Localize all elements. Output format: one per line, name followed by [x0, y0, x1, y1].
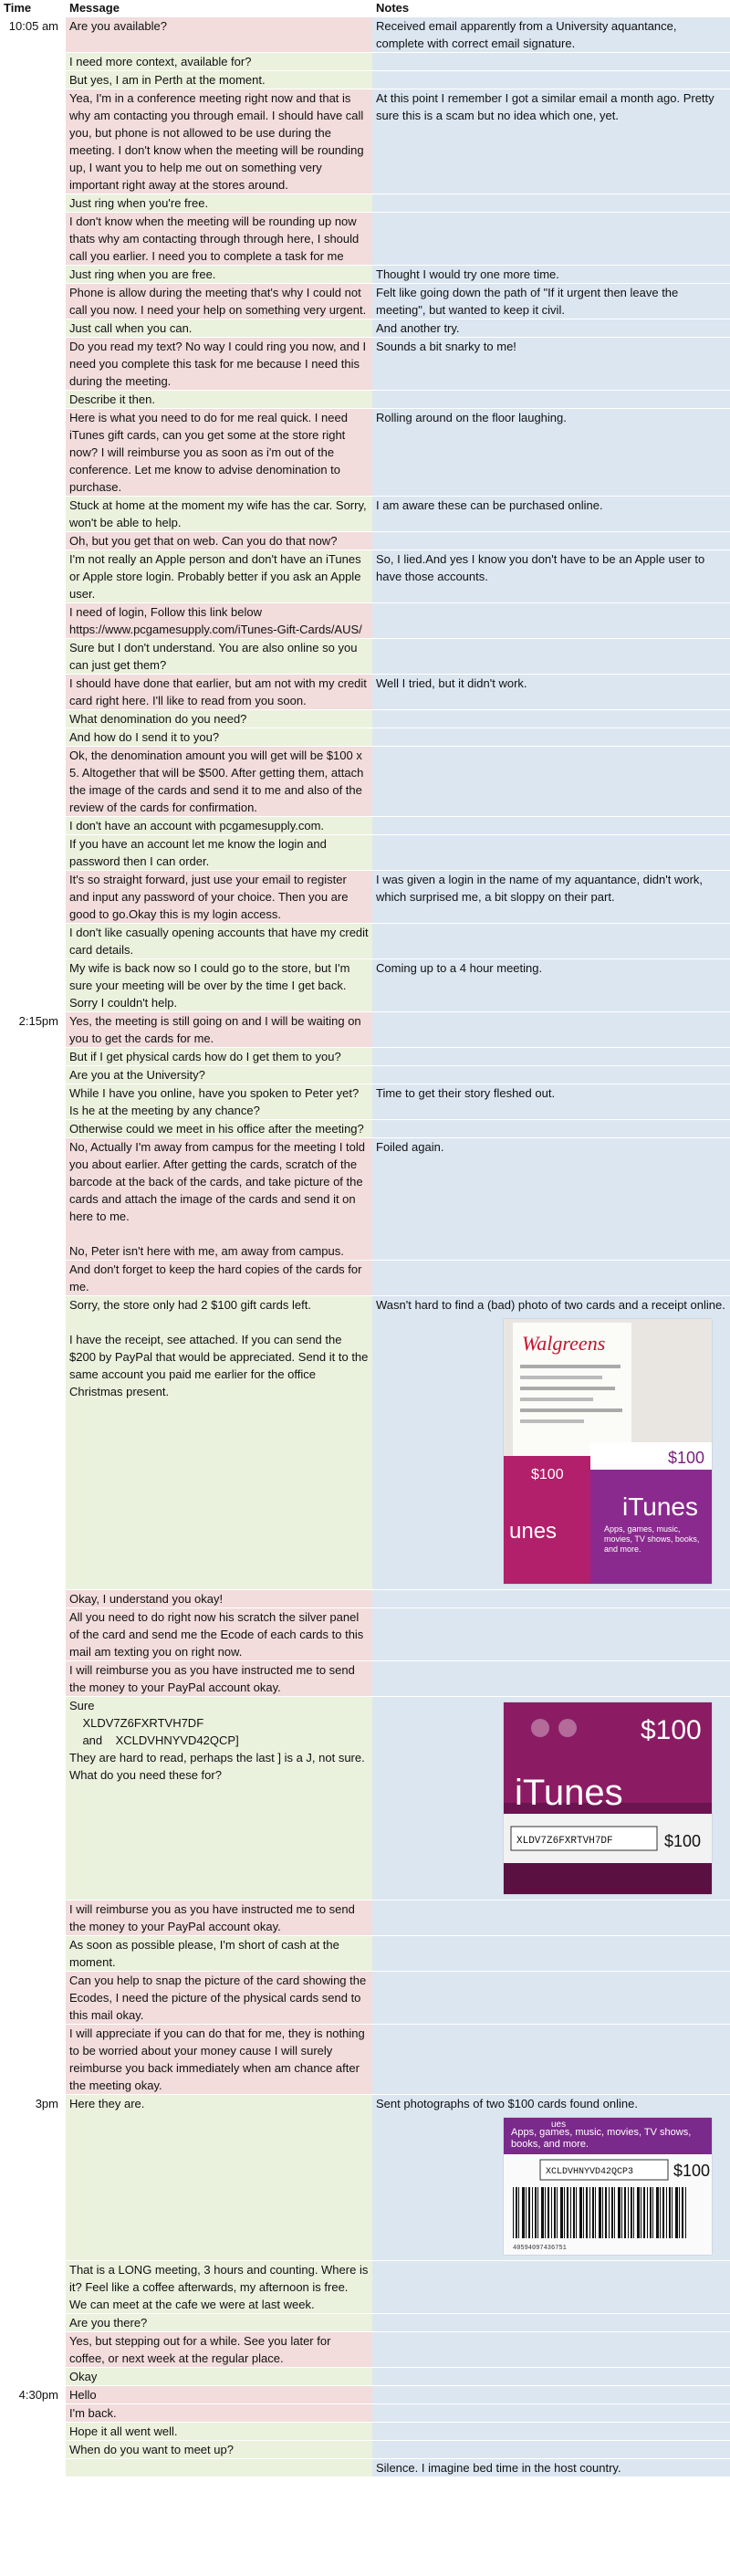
notes-cell: [372, 1697, 730, 1901]
time-cell: [0, 1138, 66, 1261]
table-row: [0, 391, 730, 409]
time-cell: [0, 2368, 66, 2386]
time-cell: [0, 747, 66, 817]
message-cell: Just call when you can.: [66, 319, 372, 338]
notes-cell: [372, 817, 730, 835]
time-cell: [0, 89, 66, 194]
notes-cell: [372, 266, 730, 284]
table-row: [0, 1012, 730, 1048]
time-cell: [0, 2459, 66, 2477]
notes-text: Sent photographs of two $100 cards found online.: [376, 2097, 638, 2110]
time-cell: 10:05 am: [0, 17, 66, 53]
notes-cell: [372, 871, 730, 924]
time-cell: [0, 409, 66, 497]
message-cell: Hello: [66, 2386, 372, 2404]
table-row: [0, 1972, 730, 2025]
card-image-2: [504, 2118, 712, 2255]
message-cell: I don't know when the meeting will be rounding up now thats why am contacting through through here, I should call you earlier. I need you to complete a task for me: [66, 213, 372, 266]
message-cell: Are you available?: [66, 17, 372, 53]
notes-text: So, I lied.And yes I know you don't have to be an Apple user to have those accounts.: [376, 552, 705, 583]
message-cell: While I have you online, have you spoken to Peter yet? Is he at the meeting by any chance?: [66, 1084, 372, 1120]
time-cell: 3pm: [0, 2095, 66, 2261]
message-cell: My wife is back now so I could go to the store, but I'm sure your meeting will be over by the time I get back. Sorry I couldn't help.: [66, 959, 372, 1012]
time-cell: [0, 871, 66, 924]
notes-cell: [372, 550, 730, 603]
card-2-code: XCLDVHNYVD42QCP3: [546, 2167, 634, 2177]
table-row: [0, 2423, 730, 2441]
message-cell: All you need to do right now his scratch the silver panel of the card and send me the Ecode of each cards to this mail am texting you on right now.: [66, 1608, 372, 1661]
notes-cell: [372, 639, 730, 675]
notes-cell: [372, 710, 730, 728]
message-cell: Here they are.: [66, 2095, 372, 2261]
message-cell: I will reimburse you as you have instructed me to send the money to your PayPal account okay.: [66, 1901, 372, 1936]
message-cell: Here is what you need to do for me real quick. I need iTunes gift cards, can you get some at the store right now? I will reimburse you as soon as i'm out of the conference. Let me know to advise denomination to purchase.: [66, 409, 372, 497]
notes-text: At this point I remember I got a similar email a month ago. Pretty sure this is a scam but no idea which one, yet.: [376, 91, 714, 122]
notes-cell: [372, 2459, 730, 2477]
time-cell: [0, 284, 66, 319]
card-2-barcode-number: 40594097436751: [513, 2245, 567, 2252]
notes-cell: [372, 1296, 730, 1590]
notes-cell: [372, 284, 730, 319]
notes-cell: [372, 924, 730, 959]
message-cell: But yes, I am in Perth at the moment.: [66, 71, 372, 89]
table-row: [0, 1048, 730, 1066]
time-cell: 2:15pm: [0, 1012, 66, 1048]
time-cell: [0, 266, 66, 284]
table-row: [0, 871, 730, 924]
header-time: Time: [0, 0, 66, 17]
time-cell: [0, 338, 66, 391]
table-row: [0, 2025, 730, 2095]
notes-cell: [372, 675, 730, 710]
table-row: [0, 675, 730, 710]
card-1-brand: iTunes: [515, 1773, 623, 1813]
time-cell: [0, 1661, 66, 1697]
table-row: [0, 550, 730, 603]
time-cell: [0, 2261, 66, 2314]
notes-text: Felt like going down the path of "If it urgent then leave the meeting", but wanted to keep it civil.: [376, 286, 679, 317]
message-cell: Are you at the University?: [66, 1066, 372, 1084]
message-cell: Stuck at home at the moment my wife has the car. Sorry, won't be able to help.: [66, 497, 372, 532]
message-cell: When do you want to meet up?: [66, 2441, 372, 2459]
message-cell: But if I get physical cards how do I get them to you?: [66, 1048, 372, 1066]
notes-text: Thought I would try one more time.: [376, 267, 559, 281]
table-row: [0, 2095, 730, 2261]
time-cell: [0, 924, 66, 959]
notes-text: And another try.: [376, 321, 460, 335]
time-cell: [0, 1608, 66, 1661]
message-cell: Sure XLDV7Z6FXRTVH7DF and XCLDVHNYVD42QCP] They are hard to read, perhaps the last ] is a J, not sure. What do you need these for?: [66, 1697, 372, 1901]
message-cell: It's so straight forward, just use your email to register and input any password of your choice. Then you are good to go.Okay this is my login access.: [66, 871, 372, 924]
notes-cell: [372, 1972, 730, 2025]
message-cell: Just ring when you're free.: [66, 194, 372, 213]
table-row: [0, 89, 730, 194]
notes-text: Well I tried, but it didn't work.: [376, 676, 527, 690]
table-row: [0, 2441, 730, 2459]
notes-cell: [372, 2368, 730, 2386]
message-cell: I will appreciate if you can do that for me, they is nothing to be worried about your money cause I will surely reimburse you back immediately when am chance after the meeting okay.: [66, 2025, 372, 2095]
table-row: [0, 1590, 730, 1608]
message-cell: Okay: [66, 2368, 372, 2386]
notes-cell: [372, 1661, 730, 1697]
notes-cell: [372, 1590, 730, 1608]
table-row: [0, 338, 730, 391]
time-cell: [0, 2441, 66, 2459]
time-cell: [0, 550, 66, 603]
notes-cell: [372, 2095, 730, 2261]
table-row: [0, 835, 730, 871]
notes-cell: [372, 1608, 730, 1661]
message-cell: What denomination do you need?: [66, 710, 372, 728]
table-row: [0, 2404, 730, 2423]
table-row: [0, 2332, 730, 2368]
message-cell: I'm back.: [66, 2404, 372, 2423]
notes-cell: [372, 391, 730, 409]
message-cell: Oh, but you get that on web. Can you do that now?: [66, 532, 372, 550]
card-photo-1: [504, 1702, 712, 1894]
table-row: [0, 532, 730, 550]
table-row: [0, 603, 730, 639]
notes-cell: [372, 409, 730, 497]
message-cell: Do you read my text? No way I could ring you now, and I need you complete this task for me because I need this during the meeting.: [66, 338, 372, 391]
notes-cell: [372, 1261, 730, 1296]
table-row: [0, 213, 730, 266]
time-cell: [0, 1066, 66, 1084]
receipt-photo: [504, 1319, 712, 1584]
card-1-amount: $100: [641, 1715, 702, 1745]
time-cell: [0, 532, 66, 550]
message-cell: I'm not really an Apple person and don't have an iTunes or Apple store login. Probably better if you ask an Apple user.: [66, 550, 372, 603]
notes-cell: [372, 2332, 730, 2368]
notes-text: Received email apparently from a University aquantance, complete with correct email signature.: [376, 19, 677, 50]
notes-cell: [372, 747, 730, 817]
notes-text: I was given a login in the name of my aquantance, didn't work, which surprised me, a bit sloppy on their part.: [376, 873, 704, 904]
message-cell: Describe it then.: [66, 391, 372, 409]
message-cell: No, Actually I'm away from campus for the meeting I told you about earlier. After getting the cards, scratch of the barcode at the back of the cards, and take picture of the cards and attach the image of the cards and send it on here to me. No, Peter isn't here with me, am away from campus.: [66, 1138, 372, 1261]
notes-cell: [372, 338, 730, 391]
table-row: [0, 194, 730, 213]
message-cell: I will reimburse you as you have instructed me to send the money to your PayPal account okay.: [66, 1661, 372, 1697]
notes-cell: [372, 1084, 730, 1120]
time-cell: [0, 675, 66, 710]
svg-text:unes: unes: [509, 1519, 558, 1544]
time-cell: 4:30pm: [0, 2386, 66, 2404]
notes-cell: [372, 1138, 730, 1261]
table-row: [0, 319, 730, 338]
header-notes: Notes: [372, 0, 730, 17]
notes-cell: [372, 1901, 730, 1936]
card-brand: iTunes: [622, 1492, 699, 1521]
time-cell: [0, 497, 66, 532]
notes-cell: [372, 71, 730, 89]
table-row: [0, 1261, 730, 1296]
receipt-store-name: Walgreens: [522, 1332, 606, 1355]
table-row: [0, 2368, 730, 2386]
message-cell: Yea, I'm in a conference meeting right now and that is why am contacting you through email. I should have call you, but phone is not allowed to be use during the meeting. I don't know when the meeting will be rounding up, I want you to help me out on something very important right away at the stores around.: [66, 89, 372, 194]
message-cell: Ok, the denomination amount you will get will be $100 x 5. Altogether that will be $500. After getting them, attach the image of the cards and send it to me and also of the review of the cards for confirmation.: [66, 747, 372, 817]
message-cell: Sure but I don't understand. You are also online so you can just get them?: [66, 639, 372, 675]
notes-cell: [372, 194, 730, 213]
table-row: [0, 2459, 730, 2477]
message-cell: Phone is allow during the meeting that's why I could not call you now. I need your help on something very urgent.: [66, 284, 372, 319]
time-cell: [0, 1901, 66, 1936]
card-back-amount: $100: [531, 1467, 564, 1482]
message-cell: Can you help to snap the picture of the card showing the Ecodes, I need the picture of the physical cards send to this mail okay.: [66, 1972, 372, 2025]
notes-cell: [372, 532, 730, 550]
message-cell: Otherwise could we meet in his office after the meeting?: [66, 1120, 372, 1138]
notes-text: Coming up to a 4 hour meeting.: [376, 961, 543, 975]
time-cell: [0, 391, 66, 409]
notes-cell: [372, 497, 730, 532]
notes-cell: [372, 2261, 730, 2314]
time-cell: [0, 1972, 66, 2025]
table-row: [0, 959, 730, 1012]
table-row: [0, 17, 730, 53]
table-row: [0, 284, 730, 319]
time-cell: [0, 959, 66, 1012]
table-row: [0, 747, 730, 817]
time-cell: [0, 213, 66, 266]
notes-text: Foiled again.: [376, 1140, 444, 1154]
table-row: [0, 2386, 730, 2404]
table-row: [0, 53, 730, 71]
message-cell: I should have done that earlier, but am not with my credit card right here. I'll like to read from you soon.: [66, 675, 372, 710]
time-cell: [0, 1261, 66, 1296]
notes-cell: [372, 2314, 730, 2332]
time-cell: [0, 2332, 66, 2368]
table-row: [0, 728, 730, 747]
table-row: [0, 710, 730, 728]
table-row: [0, 2261, 730, 2314]
card-amount: $100: [668, 1449, 705, 1467]
message-cell: Sorry, the store only had 2 $100 gift cards left. I have the receipt, see attached. If you can send the $200 by PayPal that would be appreciated. Send it to the same account you paid me earlier for the office Christmas present.: [66, 1296, 372, 1590]
table-row: [0, 1138, 730, 1261]
table-row: [0, 1936, 730, 1972]
time-cell: [0, 194, 66, 213]
time-cell: [0, 817, 66, 835]
table-row: [0, 1901, 730, 1936]
table-row: [0, 266, 730, 284]
message-cell: As soon as possible please, I'm short of cash at the moment.: [66, 1936, 372, 1972]
message-cell: I don't have an account with pcgamesupply.com.: [66, 817, 372, 835]
message-cell: Yes, the meeting is still going on and I will be waiting on you to get the cards for me.: [66, 1012, 372, 1048]
table-row: [0, 409, 730, 497]
table-row: [0, 1120, 730, 1138]
time-cell: [0, 835, 66, 871]
notes-cell: [372, 2386, 730, 2404]
time-cell: [0, 1084, 66, 1120]
time-cell: [0, 2314, 66, 2332]
time-cell: [0, 1120, 66, 1138]
time-cell: [0, 1590, 66, 1608]
notes-cell: [372, 728, 730, 747]
time-cell: [0, 2025, 66, 2095]
message-cell: Just ring when you are free.: [66, 266, 372, 284]
time-cell: [0, 2404, 66, 2423]
notes-cell: [372, 2441, 730, 2459]
card-photo-2: [504, 2118, 712, 2255]
receipt-image: [504, 1319, 712, 1584]
notes-text: Sounds a bit snarky to me!: [376, 340, 516, 353]
message-cell: And how do I send it to you?: [66, 728, 372, 747]
time-cell: [0, 603, 66, 639]
notes-cell: [372, 835, 730, 871]
notes-cell: [372, 959, 730, 1012]
notes-cell: [372, 213, 730, 266]
notes-text: Rolling around on the floor laughing.: [376, 411, 567, 424]
svg-text:ues: ues: [551, 2120, 567, 2130]
time-cell: [0, 1296, 66, 1590]
card-2-tagline: Apps, games, music, movies, TV shows, books, and more.: [511, 2127, 692, 2150]
header-message: Message: [66, 0, 372, 17]
notes-cell: [372, 53, 730, 71]
notes-cell: [372, 1066, 730, 1084]
notes-text: Wasn't hard to find a (bad) photo of two cards and a receipt online.: [376, 1298, 725, 1312]
table-row: [0, 1661, 730, 1697]
time-cell: [0, 639, 66, 675]
table-row: [0, 1296, 730, 1590]
table-row: [0, 2314, 730, 2332]
message-cell: Yes, but stepping out for a while. See you later for coffee, or next week at the regular place.: [66, 2332, 372, 2368]
card-1-code: XLDV7Z6FXRTVH7DF: [516, 1836, 613, 1847]
notes-cell: [372, 89, 730, 194]
time-cell: [0, 710, 66, 728]
time-cell: [0, 2423, 66, 2441]
message-cell: Hope it all went well.: [66, 2423, 372, 2441]
message-cell: [66, 2459, 372, 2477]
table-row: [0, 817, 730, 835]
notes-text: I am aware these can be purchased online.: [376, 498, 603, 512]
notes-text: Silence. I imagine bed time in the host country.: [376, 2461, 621, 2475]
time-cell: [0, 319, 66, 338]
message-cell: I need more context, available for?: [66, 53, 372, 71]
notes-cell: [372, 2025, 730, 2095]
header-row: [0, 0, 730, 17]
message-cell: Are you there?: [66, 2314, 372, 2332]
table-row: [0, 1697, 730, 1901]
table-row: [0, 1084, 730, 1120]
table-row: [0, 639, 730, 675]
message-cell: I don't like casually opening accounts that have my credit card details.: [66, 924, 372, 959]
time-cell: [0, 53, 66, 71]
notes-text: Time to get their story fleshed out.: [376, 1086, 556, 1100]
time-cell: [0, 71, 66, 89]
time-cell: [0, 728, 66, 747]
time-cell: [0, 1697, 66, 1901]
notes-cell: [372, 319, 730, 338]
table-row: [0, 1608, 730, 1661]
card-2-amount: $100: [673, 2162, 711, 2180]
card-1-amount-label: $100: [664, 1832, 702, 1850]
table-row: [0, 71, 730, 89]
notes-cell: [372, 2404, 730, 2423]
notes-cell: [372, 17, 730, 53]
time-cell: [0, 1936, 66, 1972]
message-cell: That is a LONG meeting, 3 hours and counting. Where is it? Feel like a coffee afterwards, my afternoon is free. We can meet at the cafe we were at last week.: [66, 2261, 372, 2314]
time-cell: [0, 1048, 66, 1066]
notes-cell: [372, 2423, 730, 2441]
table-row: [0, 1066, 730, 1084]
card-image-1: [504, 1702, 712, 1894]
message-cell: Okay, I understand you okay!: [66, 1590, 372, 1608]
notes-cell: [372, 1936, 730, 1972]
table-row: [0, 497, 730, 532]
notes-cell: [372, 1048, 730, 1066]
card-tagline: Apps, games, music, movies, TV shows, books, and more.: [604, 1524, 700, 1554]
notes-cell: [372, 603, 730, 639]
message-cell: I need of login, Follow this link below https://www.pcgamesupply.com/iTunes-Gift-Cards/AUS/: [66, 603, 372, 639]
notes-cell: [372, 1012, 730, 1048]
message-cell: If you have an account let me know the login and password then I can order.: [66, 835, 372, 871]
table-row: [0, 924, 730, 959]
notes-cell: [372, 1120, 730, 1138]
message-cell: And don't forget to keep the hard copies of the cards for me.: [66, 1261, 372, 1296]
